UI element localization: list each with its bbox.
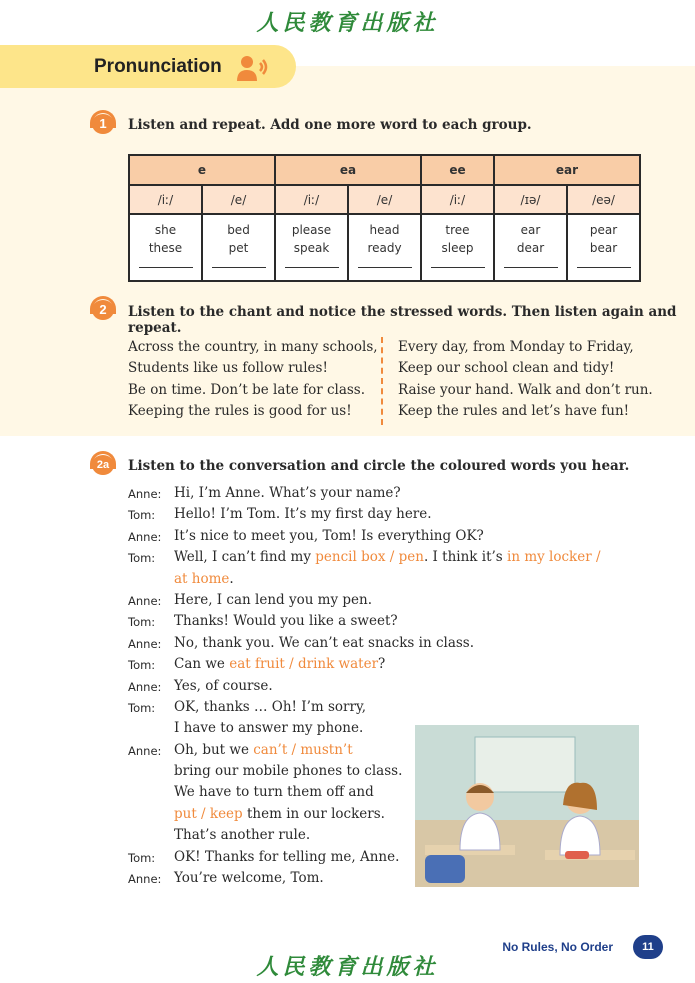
example-word: pear: [589, 223, 618, 237]
example-word: bear: [589, 241, 618, 255]
dialogue-text: I have to answer my phone.: [174, 720, 364, 737]
sound-cell: /iː/: [129, 185, 202, 214]
chant-line: Keeping the rules is good for us!: [128, 402, 352, 419]
exercise-2a-instruction: Listen to the conversation and circle the coloured words you hear.: [128, 458, 630, 474]
dialogue-text: You’re welcome, Tom.: [174, 870, 324, 887]
example-word: these: [148, 241, 183, 255]
chant-line: Across the country, in many schools,: [128, 339, 378, 355]
dialogue-text: It’s nice to meet you, Tom! Is everything OK?: [174, 527, 484, 544]
dialogue-text: OK! Thanks for telling me, Anne.: [174, 848, 400, 865]
audio-badge-2a: 2a: [88, 451, 118, 475]
speaker-label: Tom:: [128, 508, 156, 523]
chant-line: Every day, from Monday to Friday,: [398, 339, 634, 355]
speaking-person-icon: [236, 53, 268, 81]
word-cell: [494, 214, 567, 281]
unit-title: No Rules, No Order: [502, 940, 613, 954]
word-cell: [567, 214, 640, 281]
dialogue-text: We have to turn them off and: [174, 784, 374, 801]
example-word: sleep: [441, 241, 474, 255]
answer-blank[interactable]: [577, 267, 631, 268]
example-word: head: [369, 223, 400, 237]
sound-cell: /iː/: [275, 185, 348, 214]
chant-line: Be on time. Don’t be late for class.: [128, 381, 366, 398]
audio-badge-1: 1: [88, 110, 118, 134]
example-word: she: [154, 223, 177, 237]
coloured-choice[interactable]: at home: [174, 570, 230, 587]
dialogue-text: Hi, I’m Anne. What’s your name?: [174, 485, 401, 501]
page-number: 11: [633, 935, 663, 959]
word-cell: [202, 214, 275, 281]
classroom-illustration: [415, 725, 639, 887]
sound-cell: /e/: [348, 185, 421, 214]
speaker-label: Tom:: [128, 615, 156, 630]
dialogue-text: Hello! I’m Tom. It’s my first day here.: [174, 506, 432, 523]
example-word: dear: [516, 241, 545, 255]
dialogue-text: Oh, but we: [174, 741, 254, 758]
example-word: speak: [293, 241, 330, 255]
dialogue-text: . I think it’s: [423, 549, 508, 566]
sound-cell: /e/: [202, 185, 275, 214]
dialogue-text: ?: [378, 656, 386, 673]
answer-blank[interactable]: [139, 267, 193, 268]
speaker-label: Anne:: [128, 679, 162, 694]
dialogue-text: .: [229, 570, 234, 587]
dialogue-text: OK, thanks … Oh! I’m sorry,: [174, 698, 367, 715]
sound-cell: /ɪə/: [494, 185, 567, 214]
chant-left: [128, 337, 378, 422]
example-word: ear: [520, 223, 541, 237]
section-title: Pronunciation: [94, 56, 222, 77]
speaker-label: Anne:: [128, 636, 162, 651]
coloured-choice[interactable]: eat fruit / drink water: [229, 656, 379, 673]
audio-badge-2: 2: [88, 296, 118, 320]
dialogue-text: Well, I can’t find my: [174, 549, 316, 566]
group-header: ea: [275, 155, 421, 185]
group-header: ear: [494, 155, 640, 185]
word-cell: [275, 214, 348, 281]
sound-cell: /eə/: [567, 185, 640, 214]
pronunciation-table: [128, 154, 641, 282]
dialogue-text: Yes, of course.: [174, 677, 273, 694]
section-tab: [0, 45, 296, 88]
exercise-2-instruction: Listen to the chant and notice the stressed words. Then listen again and repeat.: [128, 304, 677, 336]
speaker-label: Anne:: [128, 872, 162, 887]
dialogue-text: bring our mobile phones to class.: [174, 763, 403, 780]
example-word: bed: [227, 223, 250, 237]
answer-blank[interactable]: [285, 267, 339, 268]
exercise-1-instruction: Listen and repeat. Add one more word to each group.: [128, 117, 532, 133]
answer-blank[interactable]: [431, 267, 485, 268]
dialogue-text: them in our lockers.: [242, 805, 385, 822]
chant-divider: [381, 337, 383, 425]
chant-line: Raise your hand. Walk and don’t run.: [398, 381, 653, 398]
chant-right: [398, 337, 653, 422]
chant-line: Keep the rules and let’s have fun!: [398, 402, 630, 419]
speaker-label: Tom:: [128, 658, 156, 673]
group-header: ee: [421, 155, 494, 185]
speaker-label: Anne:: [128, 529, 162, 544]
speaker-label: Tom:: [128, 700, 156, 715]
example-word: tree: [445, 223, 470, 237]
coloured-choice[interactable]: can’t / mustn’t: [253, 741, 353, 758]
example-word: ready: [367, 241, 402, 255]
speaker-label: Tom:: [128, 850, 156, 865]
answer-blank[interactable]: [212, 267, 266, 268]
dialogue-text: That’s another rule.: [174, 827, 311, 844]
example-word: please: [291, 223, 332, 237]
speaker-label: Anne:: [128, 487, 162, 501]
speaker-label: Anne:: [128, 593, 162, 608]
speaker-label: Anne:: [128, 743, 162, 758]
group-header: e: [129, 155, 275, 185]
example-word: pet: [228, 241, 249, 255]
answer-blank[interactable]: [358, 267, 412, 268]
speaker-label: Tom:: [128, 551, 156, 566]
dialogue-text: Thanks! Would you like a sweet?: [174, 613, 398, 630]
coloured-choice[interactable]: pencil box / pen: [315, 549, 424, 566]
publisher-logo-bottom: 人民教育出版社: [256, 954, 439, 980]
coloured-choice[interactable]: put / keep: [174, 805, 243, 822]
dialogue-text: Can we: [174, 656, 230, 673]
dialogue-text: No, thank you. We can’t eat snacks in class.: [174, 634, 475, 651]
word-cell: [348, 214, 421, 281]
answer-blank[interactable]: [504, 267, 558, 268]
chant-line: Students like us follow rules!: [128, 360, 328, 377]
publisher-logo-top: 人民教育出版社: [256, 10, 439, 36]
sound-cell: /iː/: [421, 185, 494, 214]
word-cell: [129, 214, 202, 281]
coloured-choice[interactable]: in my locker /: [507, 549, 601, 566]
dialogue-text: Here, I can lend you my pen.: [174, 591, 373, 608]
word-cell: [421, 214, 494, 281]
chant-line: Keep our school clean and tidy!: [398, 360, 615, 377]
